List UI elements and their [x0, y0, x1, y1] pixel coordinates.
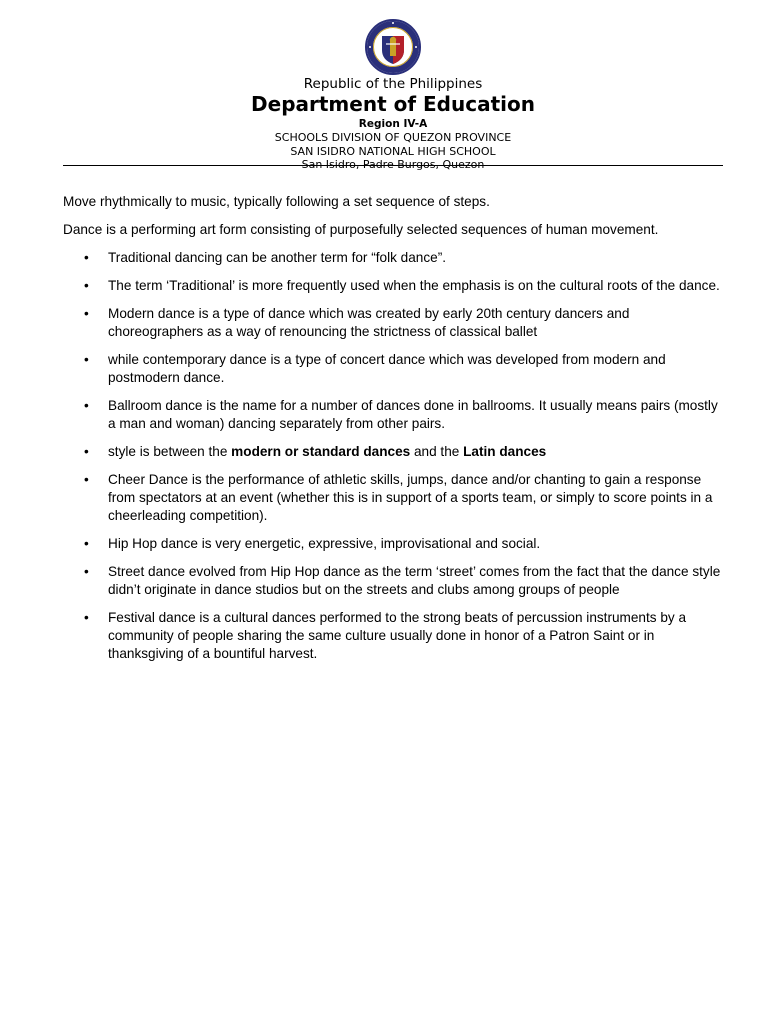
list-item-text: Festival dance is a cultural dances performed to the strong beats of percussion instruments by a community of people sharing the same culture usually done in honor of a Patron Saint or in thanksgiving of a bountiful harvest. [108, 610, 687, 661]
list-item-text: Modern dance is a type of dance which was created by early 20th century dancers and choreographers as a way of renouncing the strictness of classical ballet [108, 306, 630, 339]
deped-seal-icon [358, 18, 428, 76]
list-item [63, 305, 728, 341]
bullet-icon: • [84, 472, 89, 487]
style-text-1: style is between the [108, 444, 232, 459]
list-item-text: Street dance evolved from Hip Hop dance as the term ‘street’ comes from the fact that the dance style didn’t originate in dance studios but on the streets and clubs among groups of people [108, 564, 721, 597]
division-label: SCHOOLS DIVISION OF QUEZON PROVINCE [274, 131, 512, 144]
list-item-text: Cheer Dance is the performance of athletic skills, jumps, dance and/or chanting to gain a response from spectators at an event (whether this is in support of a sports team, or simply to score points in a cheerleading competition). [108, 472, 713, 523]
bullet-icon: • [84, 564, 89, 579]
bullet-icon: • [84, 250, 89, 265]
style-text-2: and the [410, 444, 464, 459]
style-bold-latin: Latin dances [463, 444, 547, 459]
list-item [63, 563, 728, 599]
document-body [63, 193, 728, 673]
bullet-icon: • [84, 536, 89, 551]
list-item [63, 443, 728, 461]
bullet-icon: • [84, 306, 89, 321]
list-item-text: Hip Hop dance is very energetic, expressive, improvisational and social. [108, 536, 541, 551]
bullet-icon: • [84, 352, 89, 367]
dance-types-list [63, 249, 728, 663]
bullet-icon: • [84, 444, 89, 459]
list-item-text: The term ‘Traditional’ is more frequently used when the emphasis is on the cultural roots of the dance. [108, 278, 720, 293]
list-item [63, 351, 728, 387]
list-item [63, 471, 728, 525]
intro-paragraph-2: Dance is a performing art form consisting of purposefully selected sequences of human movement. [63, 222, 659, 237]
list-item-text: while contemporary dance is a type of concert dance which was developed from modern and postmodern dance. [108, 352, 666, 385]
header-divider [63, 165, 723, 166]
list-item [63, 249, 728, 267]
bullet-icon: • [84, 610, 89, 625]
list-item [63, 397, 728, 433]
region-label: Region IV-A [358, 118, 428, 130]
list-item [63, 535, 728, 553]
intro-paragraph-1: Move rhythmically to music, typically following a set sequence of steps. [63, 194, 490, 209]
school-address: San Isidro, Padre Burgos, Quezon [301, 158, 485, 171]
bullet-icon: • [84, 278, 89, 293]
style-bold-modern: modern or standard dances [231, 444, 411, 459]
letterhead [0, 18, 768, 172]
list-item-text: Traditional dancing can be another term for “folk dance”. [108, 250, 447, 265]
list-item-text [108, 444, 546, 459]
list-item [63, 609, 728, 663]
department-title: Department of Education [251, 92, 535, 116]
list-item-text: Ballroom dance is the name for a number of dances done in ballrooms. It usually means pairs (mostly a man and woman) dancing separately from other pairs. [108, 398, 718, 431]
bullet-icon: • [84, 398, 89, 413]
school-name: SAN ISIDRO NATIONAL HIGH SCHOOL [290, 144, 496, 158]
list-item [63, 277, 728, 295]
republic-heading: Republic of the Philippines [303, 76, 483, 92]
